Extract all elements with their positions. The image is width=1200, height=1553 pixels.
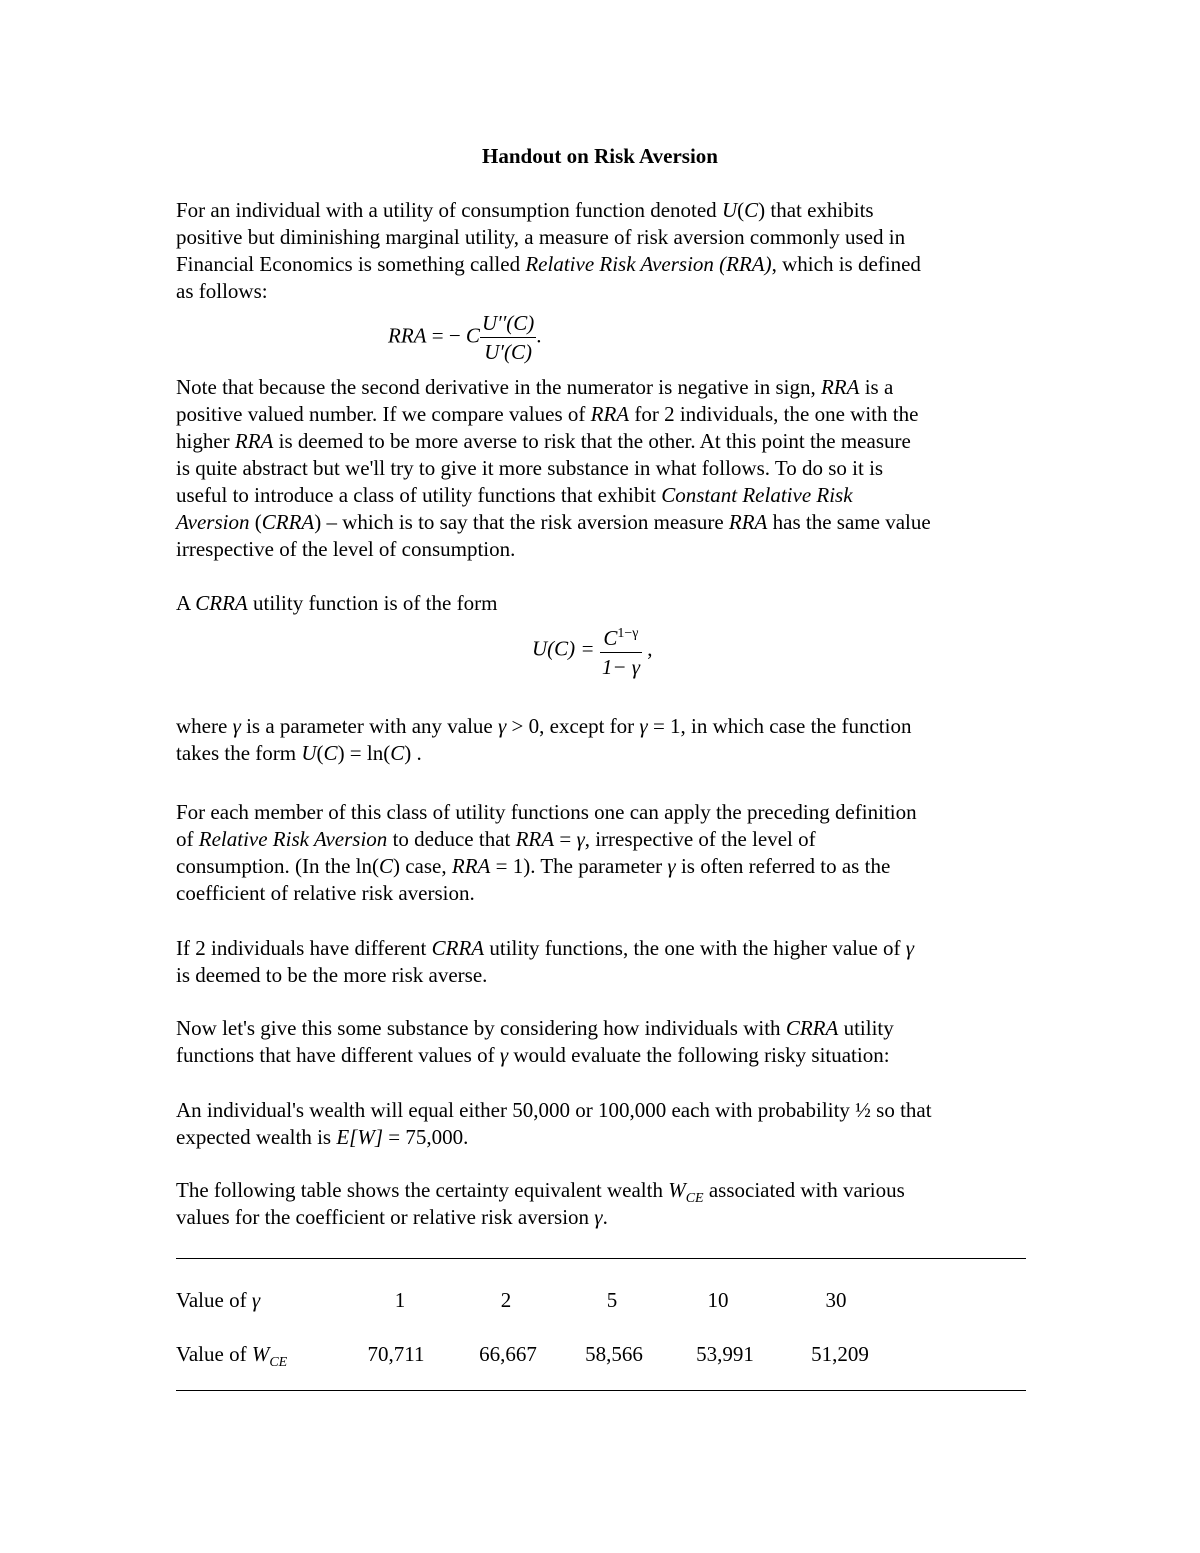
table-row-label: Value of $W_{CE}$ [176,1342,288,1371]
table-row-label: Value of γ [176,1288,261,1312]
table-cell: 1 [394,1288,406,1312]
crra-formula: U(C) = $\frac{C^{1-\gamma}}{1- \gamma}$ , [532,622,653,679]
document-title: Handout on Risk Aversion [482,144,718,168]
table-cell: 70,711 [367,1342,425,1366]
table-cell: 53,991 [696,1342,754,1366]
paragraph-substance: Now let's give this some substance by considering how individuals with CRRA utility functions that have different values of γ would evaluate the following risky situation: [176,1016,894,1067]
paragraph-intro: For an individual with a utility of consumption function denoted U(C) that exhibits positive but diminishing marginal utility, a measure of risk aversion commonly used in Financial Economics is something called Relative Risk Aversion (RRA), which is defined as follows: [176,198,921,303]
table-cell: 2 [500,1288,512,1312]
table-top-rule [176,1258,1026,1259]
table-cell: 5 [606,1288,618,1312]
table-cell: 30 [825,1288,847,1312]
paragraph-comparison: If 2 individuals have different CRRA utility functions, the one with the higher value of γ is deemed to be the more risk averse. [176,936,915,987]
paragraph-gamma-parameter: where γ is a parameter with any value γ > 0, except for γ = 1, in which case the function takes the form U(C) = ln(C) . [176,714,912,765]
rra-formula: RRA = − C $\frac{U''(C)}{U'(C)}$ . [388,311,542,364]
paragraph-wealth-example: An individual's wealth will equal either 50,000 or 100,000 each with probability ½ so that expected wealth is E[W] = 75,000. [176,1098,932,1149]
table-cell: 66,667 [479,1342,537,1366]
rra-fraction: $\frac{U''(C)}{U'(C)}$ [481,311,535,364]
crra-fraction: $\frac{C^{1-\gamma}}{1- \gamma}$ [600,622,642,679]
table-bottom-rule [176,1390,1026,1391]
paragraph-rra-equals-gamma: For each member of this class of utility functions one can apply the preceding definition of Relative Risk Aversion to deduce that RRA = γ, irrespective of the level of consumption. (In the ln(C) case, RRA = 1). The parameter γ is often referred to as the coefficient of relative risk aversion. [176,800,917,905]
table-cell: 58,566 [585,1342,643,1366]
paragraph-crra-form: A CRRA utility function is of the form [176,591,498,615]
table-cell: 51,209 [811,1342,869,1366]
table-cell: 10 [707,1288,729,1312]
paragraph-note: Note that because the second derivative in the numerator is negative in sign, RRA is a positive valued number. If we compare values of RRA for 2 individuals, the one with the higher RRA is deemed to be more averse to risk that the other. At this point the measure is quite abstract but we'll try to give it more substance in what follows. To do so it is useful to introduce a class of utility functions that exhibit Constant Relative Risk Aversion (CRRA) – which is to say that the risk aversion measure RRA has the same value irrespective of the level of consumption. [176,375,931,561]
paragraph-table-intro: The following table shows the certainty equivalent wealth $W_{CE}$ associated with various values for the coefficient or relative risk aversion γ. [176,1178,905,1229]
